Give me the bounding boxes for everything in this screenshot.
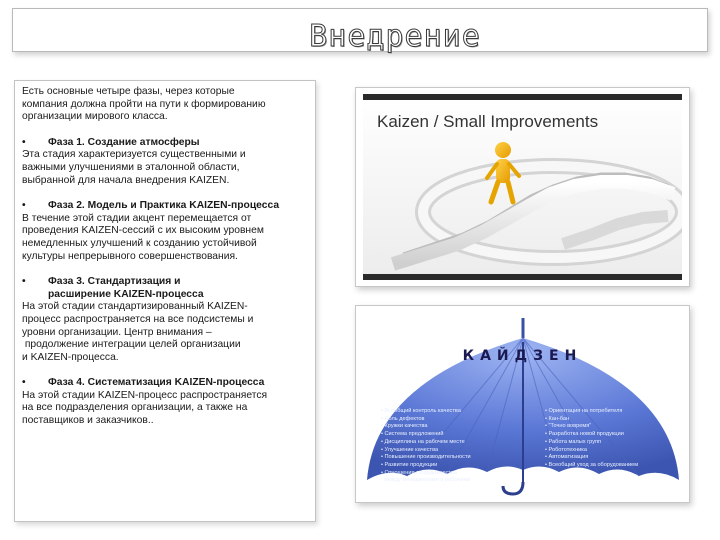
phase-3-heading-cont: расширение KAIZEN-процесса [48, 288, 204, 300]
umbrella-photo [363, 312, 682, 496]
list-item: • Повышение производительности [381, 454, 471, 461]
umbrella-right-list [545, 408, 675, 470]
phase-3-line: На этой стадии стандартизированный KAIZEN- [22, 301, 248, 313]
phase-2-line: проведения KAIZEN-сессий с их высоким уровнем [22, 225, 264, 237]
kaizen-caption: Kaizen / Small Improvements [377, 112, 599, 131]
list-item: • Отношения сотрудничества [381, 469, 457, 476]
phase-1-section [22, 137, 312, 187]
bullet-icon: • [22, 136, 26, 148]
list-item: • Система предложений [381, 431, 444, 438]
text-panel [14, 80, 316, 522]
phase-2-section [22, 200, 312, 263]
phase-1-line: Эта стадия характеризуется существенными и [22, 149, 246, 161]
phase-2-heading: • Фаза 2. Модель и Практика KAIZEN-процесса [22, 200, 280, 212]
intro-paragraph [22, 86, 312, 124]
phase-3-line: и KAIZEN-процесса. [22, 351, 119, 363]
list-item: • Всеобщий уход за оборудованием [545, 461, 639, 468]
phase-1-line: выбранной для начала внедрения KAIZEN. [22, 174, 230, 186]
title-banner [12, 8, 708, 52]
bullet-icon: • [22, 276, 26, 288]
list-item: • Улучшение качества [381, 446, 439, 453]
list-item: • Кан-бан [545, 415, 570, 422]
bullet-icon: • [22, 377, 26, 389]
list-item: • Развитие продукции [381, 461, 438, 468]
phase-1-heading: • Фаза 1. Создание атмосферы [22, 136, 200, 148]
phase-4-section [22, 377, 312, 427]
bullet-icon: • [22, 200, 26, 212]
phase-3-line: продолжение интеграции целей организации [22, 339, 241, 351]
list-item: • Ориентация на потребителя [545, 408, 623, 414]
umbrella-left-list [381, 408, 511, 485]
list-item: • Разработка новой продукции [545, 431, 624, 438]
phase-3-section [22, 276, 312, 364]
list-item: • Дисциплина на рабочем месте [381, 438, 465, 445]
phase-1-line: важными улучшениями в эталонной области, [22, 161, 240, 173]
list-item: • Автоматизация [545, 454, 589, 461]
list-item: • Кружки качества [381, 423, 428, 430]
phase-3-line: уровни организации. Центр внимания – [22, 326, 212, 338]
phase-4-line: На этой стадии KAIZEN-процесс распространяется [22, 389, 268, 401]
intro-line: организации мирового класса. [22, 111, 168, 123]
phase-2-line: В течение этой стадии акцент перемещается от [22, 212, 252, 224]
intro-line: Есть основные четыре фазы, через которые [22, 86, 235, 97]
list-item: между менеджерами и рабочими [381, 477, 471, 484]
phase-4-line: поставщиков и заказчиков.. [22, 415, 154, 427]
list-item: • Ноль дефектов [381, 415, 425, 422]
phase-3-line: процесс распространяется на все подсистемы и [22, 313, 254, 325]
kaizen-staircase-image [355, 87, 690, 287]
staircase-photo [363, 94, 682, 280]
list-item: • "Точно вовремя" [545, 423, 592, 430]
list-item: • Работа малых групп [545, 438, 602, 445]
list-item: • Всеобщий контроль качества [381, 408, 461, 414]
phase-4-heading: • Фаза 4. Систематизация KAIZEN-процесса [22, 377, 265, 389]
text-content [22, 86, 312, 428]
umbrella-title: КАЙДЗЕН [462, 348, 583, 364]
phase-3-heading: • Фаза 3. Стандартизация и [22, 276, 181, 288]
phase-4-line: на все подразделения организации, а также на [22, 402, 248, 414]
phase-2-line: немедленных улучшений к созданию устойчивой [22, 237, 257, 249]
slide-title: Внедрение [309, 19, 481, 54]
phase-2-line: культуры непрерывного совершенствования. [22, 250, 238, 262]
intro-line: компания должна пройти на пути к формированию [22, 98, 266, 110]
list-item: • Робототехника [545, 446, 587, 453]
kaizen-umbrella-image [355, 305, 690, 503]
